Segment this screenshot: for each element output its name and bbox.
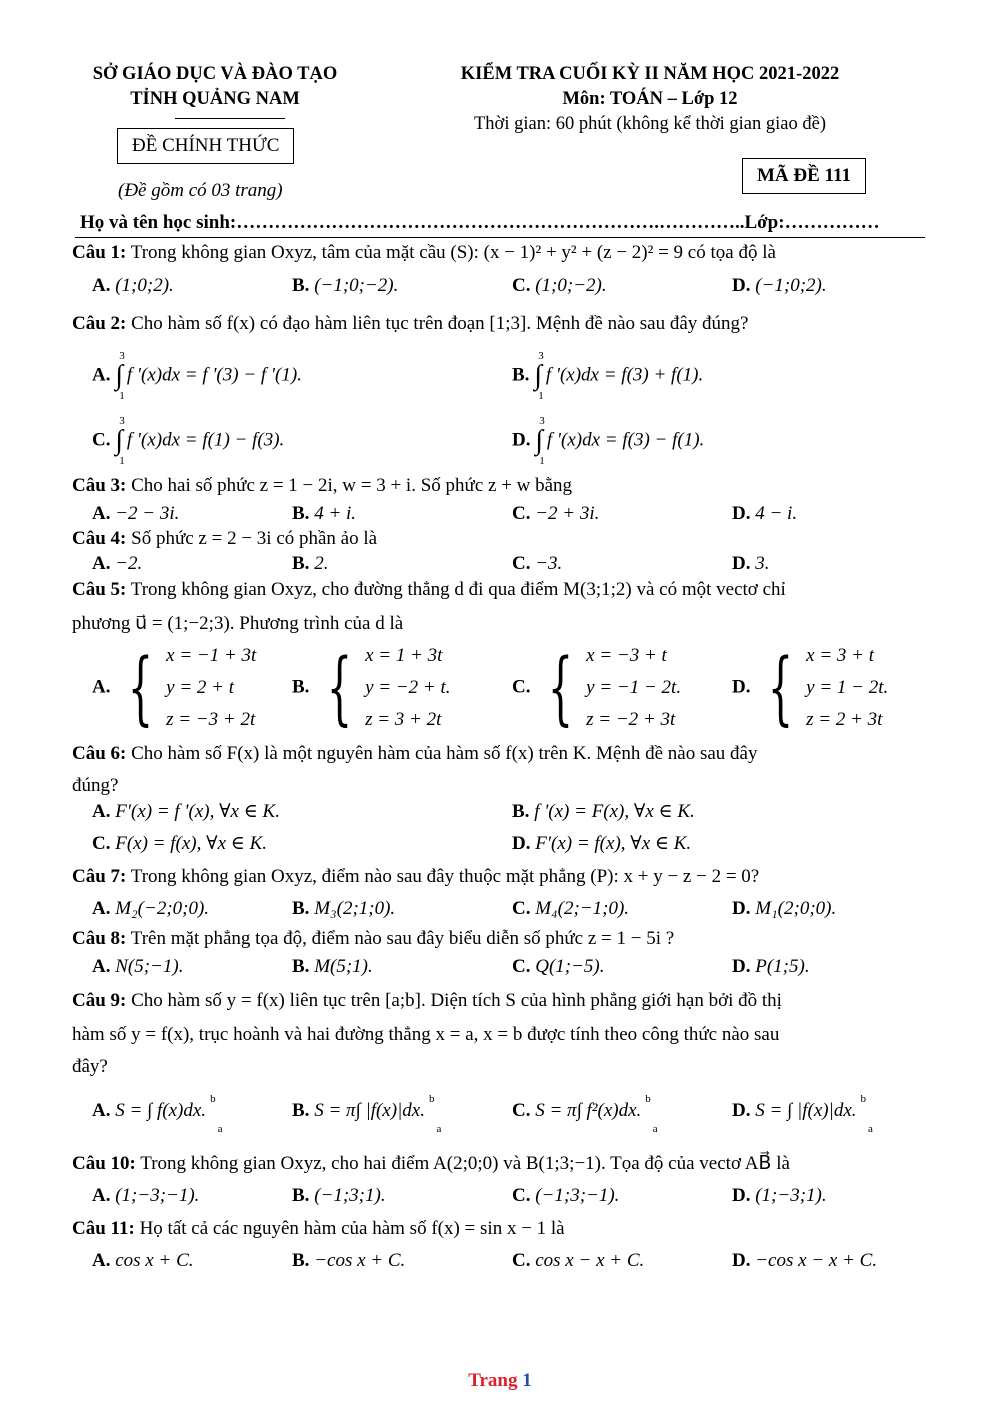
question-4-line-1 [72,528,377,550]
option-label: D. [732,553,751,574]
question-8-option-d[interactable] [732,956,810,978]
question-5-option-d[interactable] [732,640,888,736]
question-7-line-1 [72,866,759,888]
question-5-option-a[interactable] [92,640,256,736]
option-label: B. [292,275,310,296]
question-number: Câu 6: [72,743,127,764]
integral-upper: 3 [538,350,544,362]
question-5-option-b[interactable] [292,640,451,736]
equation-row: y = 1 − 2t. [806,677,889,698]
question-8-option-c[interactable] [512,956,605,978]
question-text: Trong không gian Oxyz, cho hai điểm A(2;0;0) và B(1;3;−1). Tọa độ của vectơ AB⃗ là [140,1153,790,1174]
option-text: S = ∫ f(x)dx. [115,1100,207,1121]
question-4-option-d[interactable] [732,553,769,575]
option-label: D. [732,898,751,919]
question-11-option-a[interactable] [92,1250,194,1272]
option-label: A. [92,1185,111,1206]
integral-upper: 3 [539,415,545,427]
option-label: B. [292,956,310,977]
option-text: f '(x)dx = f '(3) − f '(1). [126,364,302,386]
equation-row: y = 2 + t [166,677,234,698]
integral-limits [428,1093,442,1135]
option-label: A. [92,503,111,524]
option-text: S = π∫ f²(x)dx. [535,1100,642,1121]
question-9-line-3 [72,1056,108,1078]
question-7-option-b[interactable] [292,898,395,920]
option-label: A. [92,676,111,698]
option-text: F(x) = f(x), ∀x ∈ K. [115,833,268,854]
question-text: phương u⃗ = (1;−2;3). Phương trình của d là [72,613,404,634]
question-number: Câu 5: [72,579,127,600]
integral-lower: 1 [119,455,125,467]
integral-upper: b [428,1093,435,1105]
option-text: M(5;1). [314,956,373,977]
option-label: D. [732,275,751,296]
page-footer [0,1370,1000,1392]
question-6-option-b[interactable] [512,800,695,823]
integral-limits [860,1093,873,1135]
question-2-option-d[interactable] [512,415,705,467]
option-text: M₂(−2;0;0). [115,898,210,919]
option-text: f '(x) = F(x), ∀x ∈ K. [534,801,695,822]
equation-row: x = 1 + 3t [365,645,443,666]
equation-system [166,640,256,736]
option-text: −3. [535,553,563,574]
option-text: S = π∫ |f(x)|dx. [314,1100,425,1121]
question-5-line-2 [72,612,403,635]
equation-row: y = −2 + t. [365,677,451,698]
exam-title: KIỂM TRA CUỐI KỲ II NĂM HỌC 2021-2022 [460,64,840,84]
brace-icon: { [127,641,154,734]
question-3-option-d[interactable] [732,503,797,525]
option-text: 3. [755,553,770,574]
integral-icon: ∫ 3 1 [534,350,544,402]
option-label: C. [512,1185,531,1206]
equation-system [806,640,888,736]
option-text: F′(x) = f(x), ∀x ∈ K. [535,833,692,854]
question-2-option-a[interactable] [92,350,302,402]
option-label: D. [732,676,751,698]
question-5-line-1 [72,579,786,601]
integral-limits [645,1093,658,1135]
option-text: (1;0;2). [115,275,174,296]
option-label: A. [92,801,111,822]
option-label: B. [292,553,310,574]
question-11-option-b[interactable] [292,1250,405,1272]
integral-upper: b [860,1093,867,1105]
header-underline [175,118,285,119]
question-1-option-a[interactable] [92,275,174,297]
option-label: C. [512,956,531,977]
question-number: Câu 2: [72,313,127,334]
exam-time: Thời gian: 60 phút (không kể thời gian giao đề) [474,114,826,134]
integral-lower: a [436,1123,442,1135]
question-number: Câu 7: [72,866,127,887]
integral-icon: ∫ 3 1 [115,350,125,402]
exam-block [400,62,900,137]
option-text: f '(x)dx = f(1) − f(3). [126,429,285,451]
option-text: (1;−3;−1). [115,1185,200,1206]
option-label: A. [92,553,111,574]
question-number: Câu 9: [72,990,127,1011]
question-10-option-c[interactable] [512,1185,619,1207]
question-number: Câu 4: [72,528,127,549]
official-badge: ĐỀ CHÍNH THỨC [117,128,294,164]
question-4-option-c[interactable] [512,553,562,575]
question-number: Câu 1: [72,242,127,263]
exam-code: MÃ ĐỀ 111 [742,158,866,194]
equation-system [365,640,450,736]
option-label: A. [92,1250,111,1271]
question-text: Cho hàm số f(x) có đạo hàm liên tục trên đoạn [1;3]. Mệnh đề nào sau đây đúng? [131,313,749,334]
option-label: D. [732,956,751,977]
option-text: f '(x)dx = f(3) − f(1). [546,429,705,451]
question-9-option-c[interactable] [512,1093,658,1135]
equation-row: x = 3 + t [806,645,874,666]
option-text: (1;−3;1). [755,1185,827,1206]
brace-icon: { [547,641,574,734]
option-text: cos x − x + C. [535,1250,645,1271]
option-label: C. [512,1250,531,1271]
question-6-line-2 [72,775,118,797]
option-text: 4 − i. [755,503,798,524]
option-label: A. [92,956,111,977]
option-text: (1;0;−2). [535,275,607,296]
question-text: đây? [72,1056,108,1077]
option-label: B. [512,364,530,386]
option-label: D. [732,1250,751,1271]
question-text: đúng? [72,775,119,796]
student-info-line: Họ và tên học sinh:………………………………………………………….…………..Lớp:…………… [80,212,880,233]
option-text: f '(x)dx = f(3) + f(1). [545,364,704,386]
question-3-line-1 [72,475,572,497]
question-2-option-c[interactable] [92,415,285,467]
question-2-line-1 [72,313,748,335]
option-text: −2 + 3i. [535,503,600,524]
question-11-option-c[interactable] [512,1250,644,1272]
question-text: Họ tất cả các nguyên hàm của hàm số f(x) = sin x − 1 là [139,1218,565,1239]
option-text: N(5;−1). [115,956,184,977]
integral-icon: ∫ 3 1 [535,415,545,467]
option-label: C. [512,553,531,574]
equation-row: y = −1 − 2t. [586,677,682,698]
integral-lower: 1 [538,390,544,402]
question-7-option-d[interactable] [732,898,836,920]
option-label: B. [292,898,310,919]
question-3-option-c[interactable] [512,503,599,525]
option-label: A. [92,275,111,296]
question-text: Trên mặt phẳng tọa độ, điểm nào sau đây biểu diễn số phức z = 1 − 5i ? [130,928,675,949]
question-number: Câu 3: [72,475,127,496]
question-9-line-2 [72,1024,779,1046]
option-text: cos x + C. [115,1250,194,1271]
question-number: Câu 8: [72,928,127,949]
question-text: Trong không gian Oxyz, điểm nào sau đây thuộc mặt phẳng (P): x + y − z − 2 = 0? [130,866,760,887]
option-text: (−1;0;−2). [314,275,399,296]
equation-row: x = −3 + t [586,645,667,666]
department-name: SỞ GIÁO DỤC VÀ ĐÀO TẠO [92,64,338,84]
option-label: C. [512,503,531,524]
question-9-option-a[interactable] [92,1093,223,1135]
option-label: B. [292,1250,310,1271]
option-label: D. [732,1100,751,1121]
question-text: hàm số y = f(x), trục hoành và hai đường thẳng x = a, x = b được tính theo công thức nào sau [72,1024,780,1045]
question-9-option-d[interactable] [732,1093,873,1135]
integral-lower: 1 [119,390,125,402]
question-4-option-b[interactable] [292,553,328,575]
option-label: C. [512,676,531,698]
equation-row: z = 3 + 2t [365,709,442,730]
question-number: Câu 10: [72,1153,136,1174]
equation-row: z = −3 + 2t [166,709,256,730]
page-number: 1 [522,1370,532,1391]
option-text: (−1;3;1). [314,1185,386,1206]
question-7-option-a[interactable] [92,898,209,920]
integral-lower: a [217,1123,223,1135]
question-10-line-1 [72,1152,790,1175]
question-3-option-a[interactable] [92,503,179,525]
option-label: D. [732,1185,751,1206]
equation-row: z = −2 + 3t [586,709,676,730]
option-text: F′(x) = f '(x), ∀x ∈ K. [115,801,280,822]
option-text: −cos x − x + C. [755,1250,878,1271]
option-label: C. [92,429,111,451]
option-label: B. [292,1100,310,1121]
option-text: Q(1;−5). [535,956,605,977]
integral-upper: 3 [119,350,125,362]
option-label: B. [512,801,530,822]
question-11-line-1 [72,1218,565,1240]
option-text: S = ∫ |f(x)|dx. [755,1100,857,1121]
option-label: A. [92,1100,111,1121]
option-text: −2. [115,553,143,574]
question-1-option-d[interactable] [732,275,827,297]
option-label: D. [732,503,751,524]
option-text: P(1;5). [755,956,810,977]
student-divider [75,237,925,238]
option-label: C. [512,1100,531,1121]
question-text: Số phức z = 2 − 3i có phần ảo là [131,528,378,549]
question-3-option-b[interactable] [292,503,356,525]
integral-limits [210,1093,223,1135]
department-block [60,62,370,112]
question-6-option-a[interactable] [92,800,280,823]
question-10-option-d[interactable] [732,1185,827,1207]
question-1-option-b[interactable] [292,275,398,297]
question-8-option-b[interactable] [292,956,373,978]
option-text: (−1;0;2). [755,275,827,296]
option-text: M₁(2;0;0). [755,898,837,919]
question-11-option-d[interactable] [732,1250,877,1272]
question-8-option-a[interactable] [92,956,183,978]
equation-row: z = 2 + 3t [806,709,883,730]
integral-lower: 1 [539,455,545,467]
option-text: −2 − 3i. [115,503,180,524]
province-name: TỈNH QUẢNG NAM [130,89,300,109]
question-text: Trong không gian Oxyz, cho đường thẳng d đi qua điểm M(3;1;2) và có một vectơ chỉ [130,579,786,600]
option-label: B. [292,1185,310,1206]
option-label: C. [512,898,531,919]
question-6-line-1 [72,743,757,765]
question-8-line-1 [72,928,674,950]
question-2-option-b[interactable] [512,350,704,402]
question-5-option-c[interactable] [512,640,681,736]
question-9-option-b[interactable] [292,1093,442,1135]
brace-icon: { [767,641,794,734]
question-6-option-d[interactable] [512,832,691,855]
option-label: C. [92,833,111,854]
question-6-option-c[interactable] [92,832,267,855]
option-text: 4 + i. [314,503,357,524]
brace-icon: { [326,641,353,734]
question-text: Trong không gian Oxyz, tâm của mặt cầu (S): (x − 1)² + y² + (z − 2)² = 9 có tọa độ là [130,242,776,263]
question-10-option-b[interactable] [292,1185,386,1207]
integral-lower: a [868,1123,873,1135]
option-label: D. [512,833,531,854]
option-label: D. [512,429,531,451]
question-text: Cho hàm số y = f(x) liên tục trên [a;b]. Diện tích S của hình phẳng giới hạn bởi đồ thị [131,990,782,1011]
option-label: B. [292,503,310,524]
option-text: (−1;3;−1). [535,1185,620,1206]
integral-upper: b [645,1093,651,1105]
integral-upper: 3 [119,415,125,427]
option-label: B. [292,676,310,698]
integral-lower: a [652,1123,658,1135]
option-text: 2. [314,553,329,574]
equation-system [586,640,681,736]
page-word: Trang [468,1370,518,1391]
option-label: A. [92,364,111,386]
option-text: M₃(2;1;0). [314,898,396,919]
option-text: M₄(2;−1;0). [535,898,630,919]
integral-upper: b [210,1093,216,1105]
question-text: Cho hai số phức z = 1 − 2i, w = 3 + i. Số phức z + w bằng [131,475,573,496]
exam-subject: Môn: TOÁN – Lớp 12 [562,89,738,109]
option-label: A. [92,898,111,919]
question-7-option-c[interactable] [512,898,629,920]
question-9-line-1 [72,990,782,1012]
integral-icon: ∫ 3 1 [115,415,125,467]
question-10-option-a[interactable] [92,1185,199,1207]
option-text: −cos x + C. [314,1250,406,1271]
question-4-option-a[interactable] [92,553,142,575]
equation-row: x = −1 + 3t [166,645,257,666]
question-1-line-1 [72,242,776,264]
question-1-option-c[interactable] [512,275,607,297]
option-label: C. [512,275,531,296]
question-text: Cho hàm số F(x) là một nguyên hàm của hàm số f(x) trên K. Mệnh đề nào sau đây [131,743,758,764]
question-number: Câu 11: [72,1218,135,1239]
pages-note: (Đề gồm có 03 trang) [118,180,283,201]
